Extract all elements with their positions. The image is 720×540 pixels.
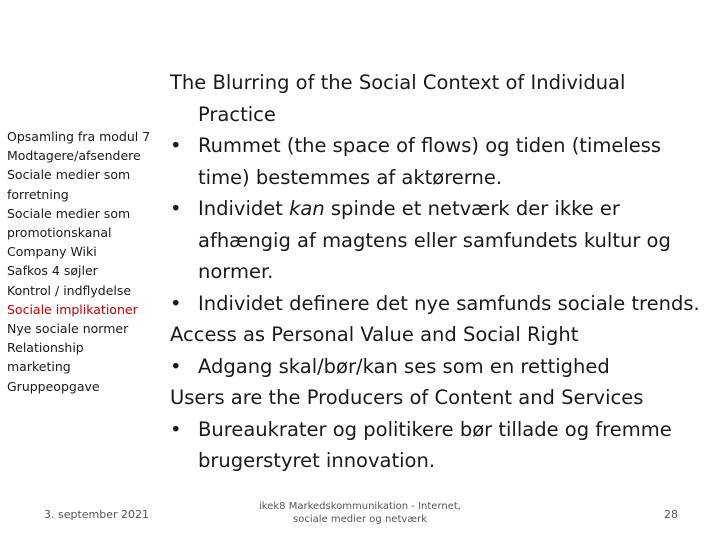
agenda-item: Kontrol / indflydelse bbox=[7, 282, 132, 298]
footer-title bbox=[250, 500, 470, 526]
agenda-item-active: Sociale implikationer bbox=[7, 301, 138, 317]
agenda-item: Modtagere/afsendere bbox=[7, 148, 141, 164]
bullet-item bbox=[170, 193, 718, 288]
bullet-text: Individet definere det nye samfunds sociale trends. bbox=[198, 291, 700, 315]
agenda-item: forretning bbox=[7, 186, 69, 202]
section-heading-continued: Practice bbox=[198, 102, 276, 126]
section-heading: The Blurring of the Social Context of Individual bbox=[170, 71, 626, 94]
agenda-item: Opsamling fra modul 7 bbox=[7, 129, 151, 144]
agenda-item: Gruppeopgave bbox=[7, 378, 100, 394]
agenda-sidebar bbox=[7, 127, 167, 396]
agenda-item: Relationship bbox=[7, 340, 84, 356]
bullet-item bbox=[170, 288, 718, 320]
agenda-item: Company Wiki bbox=[7, 244, 97, 260]
bullet-text: Bureaukrater og politikere bør tillade og fremme brugerstyret innovation. bbox=[198, 417, 672, 472]
footer-date: 3. september 2021 bbox=[44, 508, 150, 521]
bullet-text: Rummet (the space of flows) og tiden (timeless time) bestemmes af aktørerne. bbox=[198, 134, 662, 189]
bullet-text: Adgang skal/bør/kan ses som en rettighed bbox=[198, 354, 610, 378]
agenda-item: promotionskanal bbox=[7, 225, 112, 241]
bullet-text-emphasis: kan bbox=[289, 197, 325, 220]
slide-body bbox=[170, 67, 718, 477]
bullet-item bbox=[170, 130, 718, 193]
agenda-item: Sociale medier som bbox=[7, 167, 131, 183]
section-heading: Users are the Producers of Content and Services bbox=[170, 386, 644, 409]
section-heading: Access as Personal Value and Social Right bbox=[170, 323, 579, 346]
agenda-item: Safkos 4 søjler bbox=[7, 263, 98, 279]
agenda-item: Nye sociale normer bbox=[7, 321, 129, 337]
footer-title-line: sociale medier og netværk bbox=[293, 514, 427, 525]
bullet-text-start: Individet bbox=[198, 197, 290, 220]
bullet-text-end: spinde et netværk der ikke er afhængig af magtens eller samfundets kultur og normer. bbox=[198, 197, 671, 283]
bullet-item bbox=[170, 351, 718, 383]
bullet-item bbox=[170, 414, 718, 477]
agenda-item: marketing bbox=[7, 359, 71, 375]
slide-number: 28 bbox=[664, 508, 678, 521]
footer-title-line: ikek8 Markedskommunikation - Internet, bbox=[259, 501, 461, 512]
agenda-item: Sociale medier som bbox=[7, 205, 131, 221]
